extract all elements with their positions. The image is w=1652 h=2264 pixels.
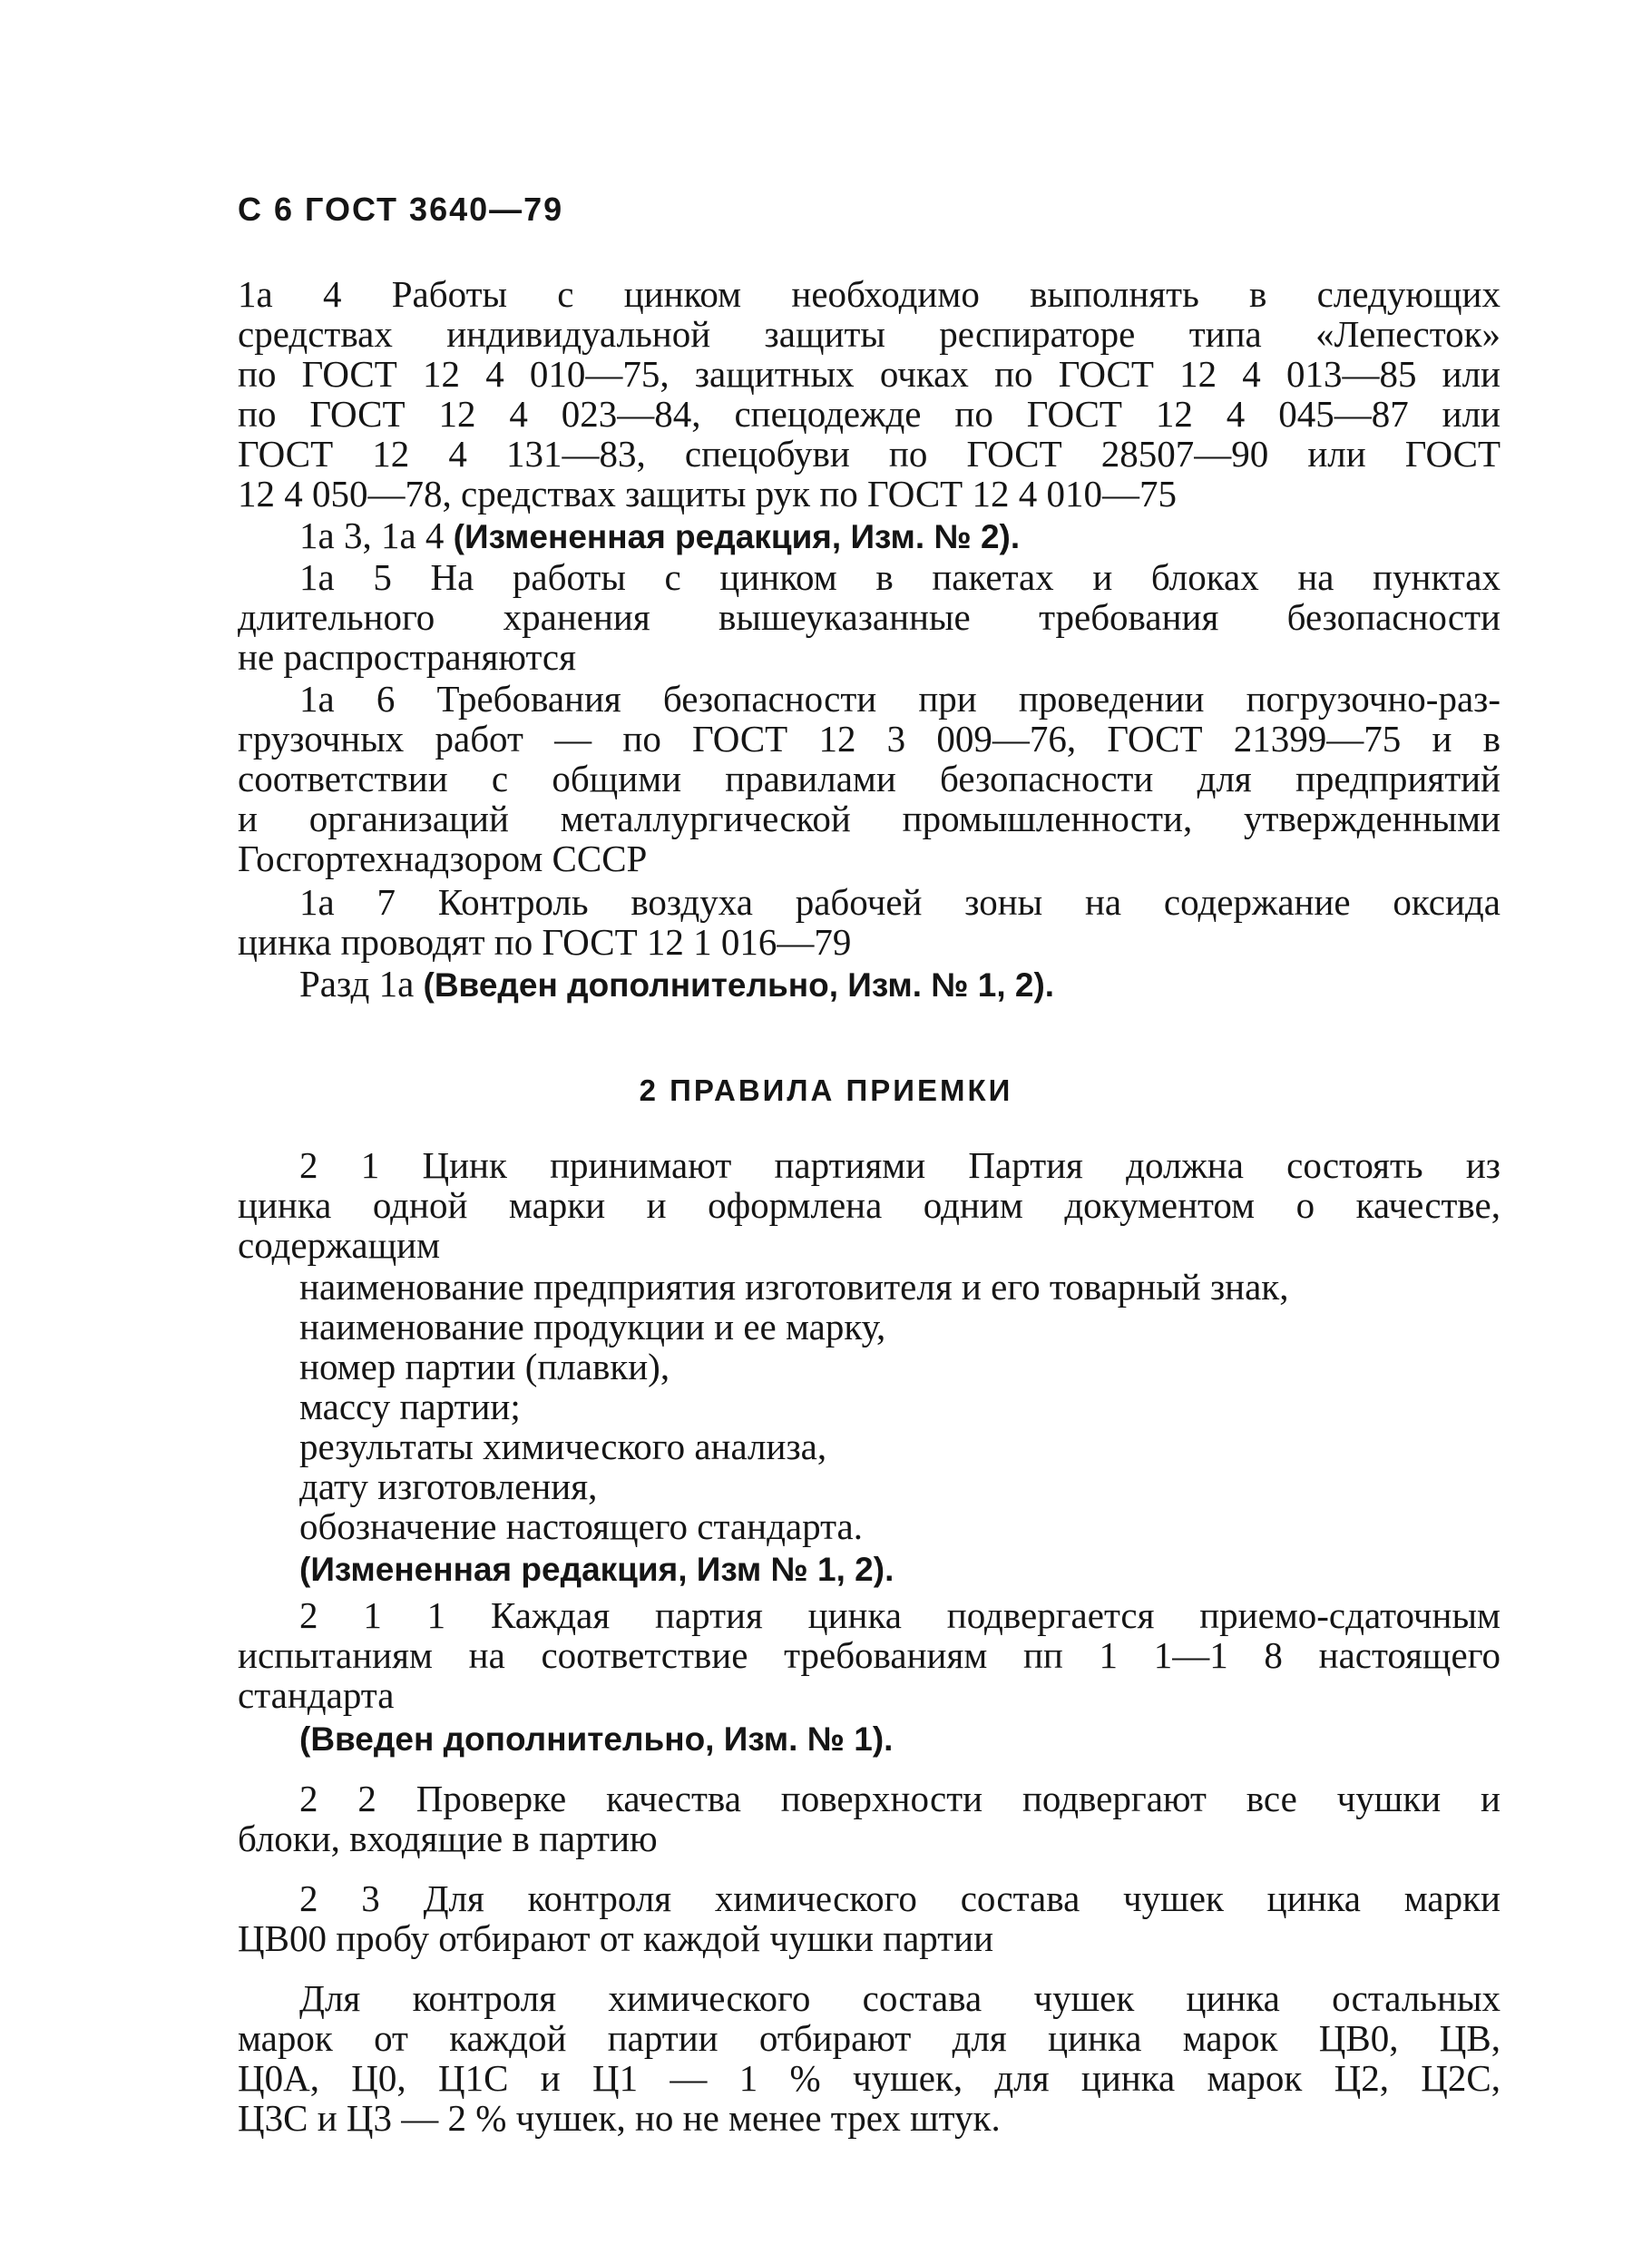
paragraph-1a6-line: грузочных работ — по ГОСТ 12 3 009—76, ГОСТ 21399—75 и в [238,718,1500,760]
amendment-note: (Измененная редакция, Изм № 1, 2). [299,1551,894,1588]
list-item: результаты химического анализа, [299,1426,827,1467]
amendment-note [299,964,1054,1005]
paragraph-23b-line: марок от каждой партии отбирают для цинка марок ЦВ0, ЦВ, [238,2017,1500,2059]
paragraph-22-line: 2 2 Проверке качества поверхности подвергают все чушки и [299,1778,1500,1819]
paragraph-21-line: цинка одной марки и оформлена одним документом о качестве, [238,1184,1500,1226]
paragraph-1a7-line: 1а 7 Контроль воздуха рабочей зоны на содержание оксида [299,881,1500,923]
list-item: наименование предприятия изготовителя и его товарный знак, [299,1266,1289,1308]
list-item: массу партии; [299,1386,521,1427]
paragraph-21-line: содержащим [238,1224,441,1266]
list-item: обозначение настоящего стандарта. [299,1505,863,1547]
list-item: номер партии (плавки), [299,1346,670,1387]
paragraph-23b-line: Ц3С и Ц3 — 2 % чушек, но не менее трех штук. [238,2097,1001,2139]
amendment-prefix: Разд 1а [299,963,415,1005]
paragraph-23b-line: Ц0А, Ц0, Ц1С и Ц1 — 1 % чушек, для цинка марок Ц2, Ц2С, [238,2057,1500,2099]
paragraph-22-line: блоки, входящие в партию [238,1818,658,1859]
amendment-text: (Введен дополнительно, Изм. № 1, 2). [423,966,1055,1004]
paragraph-1a4-line: по ГОСТ 12 4 010—75, защитных очках по ГОСТ 12 4 013—85 или [238,353,1500,395]
paragraph-1a4-line: 12 4 050—78, средствах защиты рук по ГОСТ 12 4 010—75 [238,473,1177,515]
paragraph-211-line: 2 1 1 Каждая партия цинка подвергается приемо-сдаточным [299,1594,1500,1636]
paragraph-1a7-line: цинка проводят по ГОСТ 12 1 016—79 [238,921,852,963]
paragraph-1a4-line: ГОСТ 12 4 131—83, спецобуви по ГОСТ 28507—90 или ГОСТ [238,433,1500,475]
paragraph-211-line: стандарта [238,1674,395,1716]
paragraph-1a5-line: 1а 5 На работы с цинком в пакетах и блоках на пунктах [299,556,1500,598]
amendment-note: (Введен дополнительно, Изм. № 1). [299,1720,894,1758]
section-title: 2 ПРАВИЛА ПРИЕМКИ [639,1073,1013,1107]
paragraph-1a4-line: по ГОСТ 12 4 023—84, спецодежде по ГОСТ 12 4 045—87 или [238,393,1500,435]
paragraph-1a6-line: Госгортехнадзором СССР [238,838,648,879]
paragraph-21-line: 2 1 Цинк принимают партиями Партия должна состоять из [299,1144,1500,1186]
paragraph-1a4-line: средствах индивидуальной защиты респираторе типа «Лепесток» [238,313,1500,355]
paragraph-211-line: испытаниям на соответствие требованиям пп 1 1—1 8 настоящего [238,1634,1500,1676]
amendment-note [299,515,1020,557]
amendment-prefix: 1а 3, 1а 4 [299,515,445,556]
list-item: дату изготовления, [299,1465,598,1507]
page-header: С 6 ГОСТ 3640—79 [238,191,564,228]
paragraph-23-line: 2 3 Для контроля химического состава чушек цинка марки [299,1877,1500,1919]
paragraph-1a4-line: 1а 4 Работы с цинком необходимо выполнять в следующих [238,273,1500,315]
paragraph-1a5-line: не распространяются [238,636,576,678]
paragraph-1a5-line: длительного хранения вышеуказанные требования безопасности [238,596,1500,638]
list-item: наименование продукции и ее марку, [299,1306,886,1348]
paragraph-1a6-line: и организаций металлургической промышленности, утвержденными [238,798,1500,839]
paragraph-23-line: ЦВ00 пробу отбирают от каждой чушки партии [238,1917,994,1959]
amendment-text: (Измененная редакция, Изм. № 2). [453,518,1021,555]
paragraph-23b-line: Для контроля химического состава чушек цинка остальных [299,1977,1500,2019]
paragraph-1a6-line: 1а 6 Требования безопасности при проведении погрузочно-раз- [299,678,1500,720]
paragraph-1a6-line: соответствии с общими правилами безопасности для предприятий [238,758,1500,799]
